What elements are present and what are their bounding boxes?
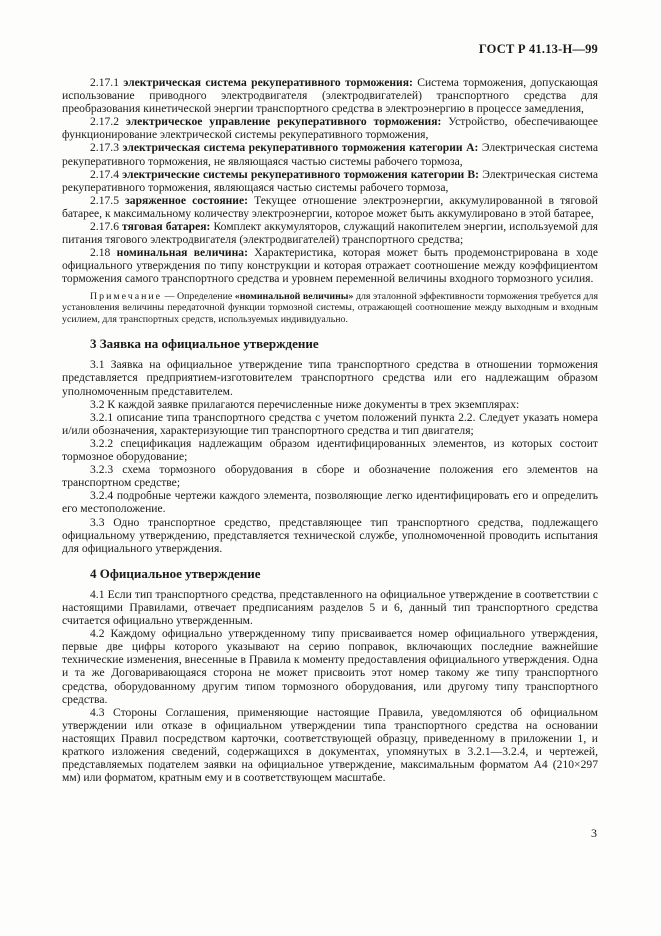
clause-number: 2.17.5 [90, 193, 119, 207]
definition-paragraph [62, 220, 598, 246]
note-dash: — Определение [162, 290, 235, 302]
section-4-body [62, 588, 598, 784]
definition-paragraph [62, 168, 598, 194]
page-number: 3 [591, 826, 597, 840]
definition-text: Устройство, обеспечивающее функционирование электрической системы рекуперативного торможения, [62, 115, 598, 142]
clause-number: 2.17.2 [90, 115, 119, 129]
clause-number: 2.17.4 [90, 167, 119, 181]
defined-term: номинальная величина: [116, 246, 248, 260]
section-3-paragraph: 3.1 Заявка на официальное утверждение типа транспортного средства в отношении торможения представляется предприятием-изготовителем транспортного средства или его надлежащим образом уполномоченным представителем. [62, 358, 598, 398]
defined-term: электрическая система рекуперативного торможения: [123, 76, 413, 89]
definitions-list [62, 76, 598, 286]
clause-number: 2.17.6 [90, 220, 119, 234]
defined-term: электрическая система рекуперативного торможения категории А: [122, 141, 479, 155]
defined-term: электрическое управление рекуперативного торможения: [125, 115, 442, 129]
definition-text: Комплект аккумуляторов, служащий накопителем энергии, используемой для питания тягового электродвигателя (электродвигателей) транспортного средства; [62, 220, 598, 247]
document-code-header: ГОСТ Р 41.13-Н—99 [478, 42, 598, 56]
section-3-paragraph: 3.2.2 спецификация надлежащим образом идентифицированных элементов, из которых состоит тормозное оборудование; [62, 436, 598, 464]
definition-paragraph [62, 194, 598, 220]
section-4-paragraph: 4.1 Если тип транспортного средства, представленного на официальное утверждение в соответствии с настоящими Правилами, отвечает предписаниям разделов 5 и 6, данный тип транспортного средства считается официально утвержденным. [62, 587, 598, 628]
definition-paragraph [62, 141, 598, 167]
section-3-paragraph: 3.3 Одно транспортное средство, представляющее тип транспортного средства, подлежащего официальному утверждению, представляется технической службе, уполномоченной проводить испытания для официального утверждения. [62, 515, 598, 555]
definition-paragraph [62, 76, 598, 115]
section-4-paragraph: 4.2 Каждому официально утвержденному типу присваивается номер официального утверждения, первые две цифры которого указывают на серию поправок, включающих последние важнейшие технические изменения, внесенные в Правила к моменту предоставления официального утверждения. Одна и та же Договаривающаяся сторона не может присвоить этот номер такому же типу транспортного средства, оборудованному другим типом тормозного оборудования, или другому типу транспортного средства. [62, 627, 598, 706]
section-3-heading: 3 Заявка на официальное утверждение [90, 336, 319, 352]
definition-text: Текущее отношение электроэнергии, аккумулированной в тяговой батарее, к максимальному количеству электроэнергии, которое может быть аккумулировано в этой батарее, [62, 193, 598, 220]
clause-number: 2.18 [90, 246, 111, 260]
section-3-paragraph: 3.2.3 схема тормозного оборудования в сборе и обозначение положения его элементов на транспортном средстве; [62, 463, 598, 490]
note-paragraph [62, 291, 598, 326]
note-label: Примечание [90, 290, 163, 302]
note-text: для эталонной эффективности торможения требуется для установления величины передаточной функции тормозной системы, отражающей соотношение между выходным и входным усилием, для транспортных средств, используемых индивидуально. [62, 290, 599, 325]
section-4-heading: 4 Официальное утверждение [90, 565, 261, 581]
section-3-paragraph: 3.2.1 описание типа транспортного средства с учетом положений пункта 2.2. Следует указать номера и/или обозначения, характеризующие тип транспортного средства и тип двигателя; [62, 410, 598, 437]
section-3-body [62, 358, 598, 554]
definition-paragraph [62, 115, 598, 141]
defined-term: тяговая батарея: [122, 220, 211, 234]
clause-number: 2.17.3 [90, 141, 119, 155]
section-3-paragraph: 3.2.4 подробные чертежи каждого элемента, позволяющие легко идентифицировать его и определить его местоположение. [62, 489, 598, 516]
definition-text: Характеристика, которая может быть продемонстрирована в ходе официального утверждения по типу конструкции и которая отражает соотношение между коэффициентом торможения самого транспортного средства и уровнем переменной величины входного тормозного усилия. [62, 246, 598, 286]
definition-paragraph [62, 246, 598, 285]
document-body [62, 76, 598, 784]
defined-term: электрические системы рекуперативного торможения категории В: [122, 167, 479, 181]
definition-text: Электрическая система рекуперативного торможения, не являющаяся частью системы рабочего тормоза, [62, 141, 598, 168]
definition-text: Электрическая система рекуперативного торможения, являющаяся частью системы рабочего тормоза, [62, 167, 598, 194]
section-4-paragraph: 4.3 Стороны Соглашения, применяющие настоящие Правила, уведомляются об официальном утверждении или отказе в официальном утверждении типа транспортного средства на основании настоящих Правил посредством карточки, соответствующей образцу, приведенному в приложении 1, и краткого изложения сведений, содержащихся в документах, упомянутых в 3.2.1—3.2.4, и чертежей, представляемых подателем заявки на официальное утверждение, максимальным форматом А4 (210×297 мм) или форматом, кратным ему и в соответствующем масштабе. [62, 705, 598, 785]
note-term: «номинальной величины» [234, 290, 354, 302]
section-3-paragraph: 3.2 К каждой заявке прилагаются перечисленные ниже документы в трех экземплярах: [90, 397, 520, 411]
defined-term: заряженное состояние: [125, 193, 248, 207]
clause-number: 2.17.1 [90, 76, 119, 89]
definition-text: Система торможения, допускающая использование приводного электродвигателя (электродвигателей) транспортного средства для преобразования кинетической энергии транспортного средства в электроэнергию в процессе замедления, [62, 76, 598, 116]
